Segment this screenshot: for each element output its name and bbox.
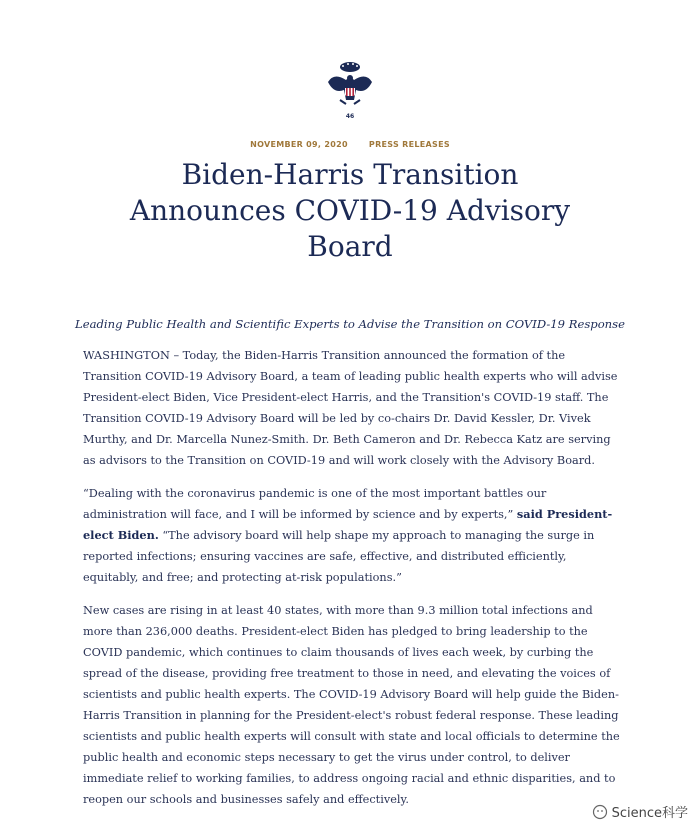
article-date: NOVEMBER 09, 2020	[250, 140, 348, 149]
article-meta	[0, 140, 700, 149]
paragraph-1: WASHINGTON – Today, the Biden-Harris Transition announced the formation of the Transition COVID-19 Advisory Board, a team of leading public health experts who will advise President-elect Biden, Vice President-elect Harris, and the Transition's COVID-19 staff. The Transition COVID-19 Advisory Board will be led by co-chairs Dr. David Kessler, Dr. Vivek Murthy, and Dr. Marcella Nunez-Smith. Dr. Beth Cameron and Dr. Rebecca Katz are serving as advisors to the Transition on COVID-19 and will work closely with the Advisory Board.	[83, 349, 618, 467]
chat-bubble-icon	[592, 804, 608, 820]
article-category-link[interactable]: PRESS RELEASES	[368, 140, 450, 149]
page-title: Biden-Harris Transition Announces COVID-19 Advisory Board	[129, 158, 571, 263]
quote-attribution: said President-elect Biden.	[83, 507, 613, 542]
page-subtitle: Leading Public Health and Scientific Experts to Advise the Transition on COVID-19 Response	[75, 317, 625, 331]
article-body	[83, 345, 623, 822]
seal-number: 46	[345, 113, 355, 120]
quote-end: “The advisory board will help shape my approach to managing the surge in reported infections; ensuring vaccines are safe, effective, and distributed efficiently, equitably, and free; and protecting at-risk populations.”	[83, 529, 595, 584]
presidential-seal-logo	[326, 60, 374, 122]
paragraph-3: New cases are rising in at least 40 states, with more than 9.3 million total infections and more than 236,000 deaths. President-elect Biden has pledged to bring leadership to the COVID pandemic, which continues to claim thousands of lives each week, by curbing the spread of the disease, providing free treatment to those in need, and elevating the voices of scientists and public health experts. The COVID-19 Advisory Board will help guide the Biden-Harris Transition in planning for the President-elect's robust federal response. These leading scientists and public health experts will consult with state and local officials to determine the public health and economic steps necessary to get the virus under control, to deliver immediate relief to working families, to address ongoing racial and ethnic disparities, and to reopen our schools and businesses safely and effectively.	[83, 604, 620, 806]
paragraph-2	[83, 483, 623, 588]
watermark	[590, 802, 690, 821]
quote-start: “Dealing with the coronavirus pandemic is one of the most important battles our administration will face, and I will be informed by science and by experts,”	[83, 487, 547, 521]
watermark-text: Science科学	[611, 806, 688, 821]
